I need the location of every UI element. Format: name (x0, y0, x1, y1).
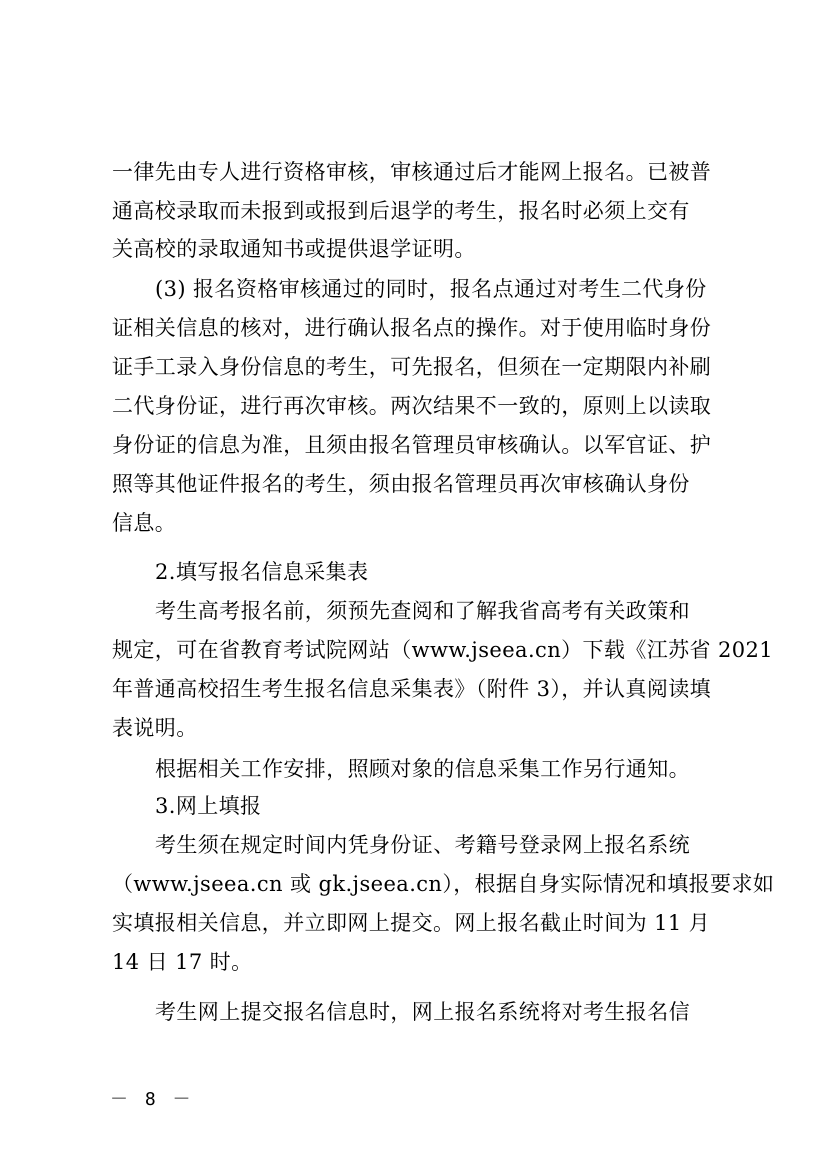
body-line: 一律先由专人进行资格审核，审核通过后才能网上报名。已被普 (112, 160, 712, 184)
body-line: 关高校的录取通知书或提供退学证明。 (112, 237, 476, 261)
body-line: 表说明。 (112, 716, 198, 740)
body-line: 身份证的信息为准，且须由报名管理员审核确认。以军官证、护 (112, 433, 712, 457)
body-line: (3) 报名资格审核通过的同时，报名点通过对考生二代身份 (155, 277, 707, 301)
body-line: 考生高考报名前，须预先查阅和了解我省高考有关政策和 (155, 599, 690, 623)
section-heading: 2.填写报名信息采集表 (155, 560, 369, 584)
body-line: 证手工录入身份信息的考生，可先报名，但须在一定期限内补刷 (112, 355, 712, 379)
body-line: 通高校录取而未报到或报到后退学的考生，报名时必须上交有 (112, 199, 690, 223)
page-number: － 8 － (110, 1089, 194, 1110)
body-line: 照等其他证件报名的考生，须由报名管理员再次审核确认身份 (112, 472, 690, 496)
body-line: 实填报相关信息，并立即网上提交。网上报名截止时间为 11 月 (112, 911, 711, 935)
body-line: 根据相关工作安排，照顾对象的信息采集工作另行通知。 (155, 757, 690, 781)
body-line: 证相关信息的核对，进行确认报名点的操作。对于使用临时身份 (112, 316, 712, 340)
body-line: 规定，可在省教育考试院网站（www.jseea.cn）下载《江苏省 2021 (112, 638, 774, 662)
body-line: 考生网上提交报名信息时，网上报名系统将对考生报名信 (155, 1000, 690, 1024)
body-line: （www.jseea.cn 或 gk.jseea.cn），根据自身实际情况和填报要求如 (112, 872, 775, 896)
body-line: 年普通高校招生考生报名信息采集表》（附件 3），并认真阅读填 (112, 677, 712, 701)
section-heading: 3.网上填报 (155, 794, 262, 818)
body-line: 14 日 17 时。 (112, 950, 253, 974)
body-line: 考生须在规定时间内凭身份证、考籍号登录网上报名系统 (155, 833, 690, 857)
body-line: 信息。 (112, 511, 177, 535)
body-line: 二代身份证，进行再次审核。两次结果不一致的，原则上以读取 (112, 394, 712, 418)
